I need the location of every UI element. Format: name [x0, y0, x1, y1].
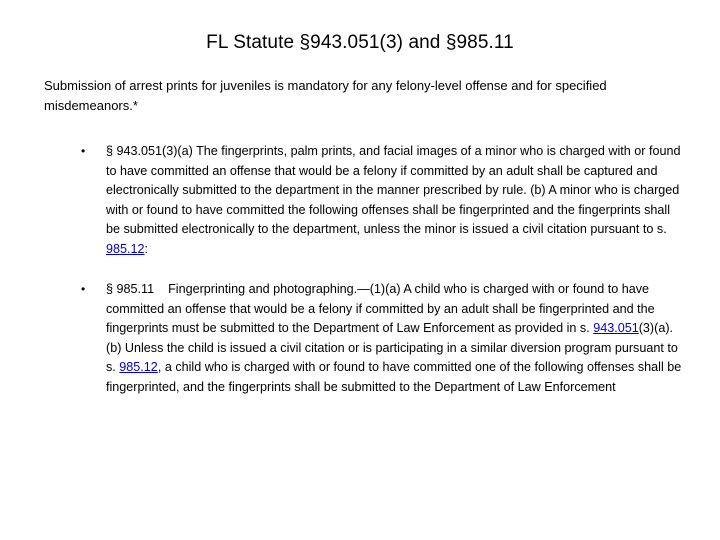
- emphasized-text: Unless the child is issued a civil citation or is participating in a similar diversion program: [124, 340, 612, 355]
- statute-text: , a child who is: [157, 360, 244, 374]
- statute-text: one of the following offenses shall be fingerprinted, and the fingerprints shall be submitted to the Department of Law Enforcement: [106, 360, 682, 394]
- statute-text: § 943.051(3)(a) The fingerprints, palm prints, and facial images of a minor who is: [106, 144, 560, 158]
- emphasized-text: charged with or found to have committed an offense that would be a felony if committed by an adult: [106, 282, 650, 316]
- bullet-marker: •: [81, 144, 86, 158]
- bullet-marker: •: [81, 282, 86, 296]
- statute-link-985-12[interactable]: 985.12: [119, 360, 158, 374]
- statute-link-943-051[interactable]: 943.051: [593, 321, 639, 335]
- statute-text: pursuant to s.: [586, 222, 667, 236]
- emphasized-text: charged with or found to have committed an offense that would be a felony if committed by an adult: [106, 144, 681, 178]
- emphasized-text: charged with or found to have committed: [243, 360, 472, 374]
- statute-bullet-list: [44, 142, 684, 397]
- statute-text: (3)(a). (b): [106, 321, 674, 355]
- intro-paragraph: Submission of arrest prints for juveniles is mandatory for any felony-level offense and for specified misdemeanors.*: [44, 78, 607, 113]
- statute-985-bullet: [44, 280, 684, 397]
- emphasized-text: unless the minor is issued a civil citation: [363, 222, 587, 236]
- statute-section-number: § 985.11: [106, 282, 155, 296]
- statute-text: shall be captured and electronically submitted to the department in the manner prescribed by rule. (b) A minor who is charged with or found to have committed the following offenses shall be fingerprinted and the fingerprints shall be submitted electronically to the department,: [106, 163, 680, 236]
- statute-text: pursuant to s.: [106, 340, 678, 374]
- statute-943-bullet: [44, 142, 684, 259]
- statute-text: shall be fingerprinted and the fingerprints must be submitted to the Department of Law Enforcement as provided in s.: [106, 301, 655, 335]
- statute-text: :: [144, 241, 149, 256]
- slide-title: FL Statute §943.051(3) and §985.11: [206, 32, 514, 53]
- statute-text: Fingerprinting and photographing.—(1)(a) A child who is: [168, 282, 484, 296]
- statute-link-985-12[interactable]: 985.12: [106, 241, 145, 256]
